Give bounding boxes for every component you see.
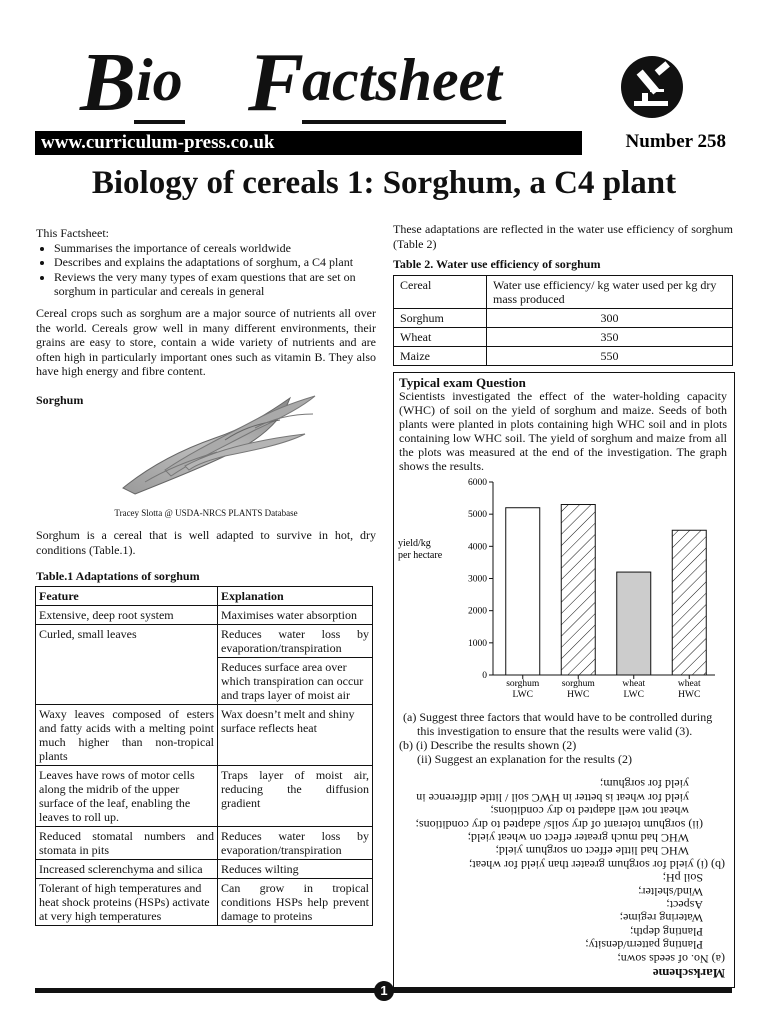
masthead-b: B	[80, 36, 135, 129]
table2-caption: Table 2. Water use efficiency of sorghum	[393, 257, 601, 271]
masthead-f: F	[248, 36, 305, 129]
markscheme-line: WHC had little effect on sorghum yield;	[495, 844, 689, 859]
x-tick-label: HWC	[567, 690, 590, 700]
yield-bar-chart	[395, 474, 730, 704]
y-tick-label: 3000	[468, 574, 487, 585]
y-tick-label: 6000	[468, 478, 487, 488]
question-part-b-ii: (ii) Suggest an explanation for the results (2)	[417, 752, 632, 766]
masthead-io: io	[134, 40, 185, 124]
x-tick-label: sorghum	[561, 679, 595, 689]
markscheme-line: Wind/shelter;	[638, 884, 703, 899]
table-cell: Curled, small leaves	[36, 625, 218, 705]
website-url[interactable]: www.curriculum-press.co.uk	[41, 132, 275, 153]
question-parts	[399, 710, 729, 766]
y-axis-label: yield/kg	[398, 538, 431, 549]
table-cell: Maximises water absorption	[218, 606, 373, 625]
markscheme-line: (a) No. of seeds sown;	[617, 951, 725, 966]
table-cell: Reduced stomatal numbers and stomata in pits	[36, 827, 218, 860]
x-tick-label: wheat	[677, 679, 701, 689]
table-cell: Sorghum	[394, 309, 487, 328]
adaptations-paragraph: These adaptations are reflected in the water use efficiency of sorghum (Table 2)	[393, 222, 733, 251]
bar-wheat-lwc	[617, 572, 651, 675]
table-header-row	[36, 587, 373, 606]
table-row	[394, 347, 733, 366]
table-row	[36, 766, 373, 827]
page-title: Biology of cereals 1: Sorghum, a C4 plant	[91, 165, 677, 201]
y-tick-label: 4000	[468, 542, 487, 553]
table-row	[394, 328, 733, 347]
markscheme-line: Planting pattern/density;	[585, 938, 703, 953]
table-cell: Leaves have rows of motor cells along the midrib of the upper surface of the leaf, enabling the leaves to roll up.	[36, 766, 218, 827]
x-tick-label: sorghum	[506, 679, 540, 689]
intro-bullet: • Summarises the importance of cereals worldwide	[54, 241, 376, 256]
table-cell: Wax doesn’t melt and shiny surface reflects heat	[218, 705, 373, 766]
x-tick-label: HWC	[678, 690, 701, 700]
sorghum-paragraph: Sorghum is a cereal that is well adapted to survive in hot, dry conditions (Table.1).	[36, 528, 376, 557]
markscheme-upside-down	[400, 770, 725, 980]
table-row	[36, 606, 373, 625]
markscheme-line: WHC had much greater effect on wheat yield;	[467, 830, 689, 845]
markscheme-line: (ii) sorghum tolerant of dry soils/ adapted to dry conditions;	[415, 817, 703, 832]
table-cell: Reduces water loss by evaporation/transpiration	[218, 827, 373, 860]
sorghum-plant-image	[105, 390, 330, 500]
bar-sorghum-hwc	[561, 505, 595, 675]
x-tick-label: wheat	[622, 679, 646, 689]
table-header: Cereal	[394, 276, 487, 309]
intro-lead: This Factsheet:	[36, 226, 109, 240]
table-row	[36, 705, 373, 766]
intro-bullet: • Describes and explains the adaptations of sorghum, a C4 plant	[54, 255, 376, 270]
sorghum-heading: Sorghum	[36, 393, 84, 407]
markscheme-line: (b) (i) yield for sorghum greater than yield for wheat;	[468, 857, 725, 872]
markscheme-line: Watering regime;	[619, 911, 703, 926]
markscheme-line: wheat not well adapted to dry conditions;	[490, 804, 689, 819]
markscheme-line: Aspect;	[666, 897, 703, 912]
table1-caption: Table.1 Adaptations of sorghum	[36, 569, 200, 583]
image-caption: Tracey Slotta @ USDA-NRCS PLANTS Database	[114, 508, 298, 518]
page-number: 1	[374, 981, 394, 1001]
y-tick-label: 2000	[468, 606, 487, 617]
table-cell: Maize	[394, 347, 487, 366]
markscheme-line: Planting depth;	[630, 924, 703, 939]
intro-section	[36, 226, 376, 299]
question-part-a: (a) Suggest three factors that would have to be controlled during this investigation to ensure that the results were valid (3).	[403, 710, 713, 738]
table-cell: Tolerant of high temperatures and heat shock proteins (HSPs) activate at very high temperatures	[36, 879, 218, 926]
table-row	[36, 879, 373, 926]
microscope-logo-icon	[620, 55, 684, 119]
intro-bullet: • Reviews the very many types of exam questions that are set on sorghum in particular and cereals in general	[54, 270, 376, 299]
issue-number: Number 258	[625, 131, 726, 152]
adaptations-table	[35, 586, 373, 926]
table-header: Feature	[36, 587, 218, 606]
url-banner	[35, 131, 732, 155]
table-header-row	[394, 276, 733, 309]
table-cell: Reduces surface area over which transpiration can occur and traps layer of moist air	[218, 658, 373, 705]
x-tick-label: LWC	[512, 690, 533, 700]
question-title: Typical exam Question	[399, 375, 526, 390]
table-cell: 350	[487, 328, 733, 347]
table-cell: Waxy leaves composed of esters and fatty acids with a melting point much higher than non-tropical plants	[36, 705, 218, 766]
table-cell: Wheat	[394, 328, 487, 347]
markscheme-line: yield for wheat is better in HWC soil / little difference in	[416, 790, 689, 805]
table-header: Water use efficiency/ kg water used per kg dry mass produced	[487, 276, 733, 309]
masthead	[80, 38, 640, 128]
question-text: Scientists investigated the effect of the water-holding capacity (WHC) of soil on the yield of sorghum and maize. Seeds of both plants were planted in plots containing high WHC soil and in plots containing low WHC soil. The yield of sorghum and maize from all the plots was measured at the end of the investigation. The graph shows the results.	[399, 389, 727, 473]
table-row	[36, 625, 373, 658]
table-row	[36, 860, 373, 879]
table-row	[394, 309, 733, 328]
y-tick-label: 0	[482, 671, 487, 681]
table-cell: Can grow in tropical conditions HSPs help prevent damage to proteins	[218, 879, 373, 926]
table-cell: Increased sclerenchyma and silica	[36, 860, 218, 879]
y-tick-label: 5000	[468, 510, 487, 521]
table-cell: Reduces wilting	[218, 860, 373, 879]
bar-wheat-hwc	[672, 530, 706, 675]
masthead-actsheet: actsheet	[302, 40, 506, 124]
markscheme-title: Markscheme	[652, 966, 725, 981]
table-cell: 550	[487, 347, 733, 366]
y-tick-label: 1000	[468, 638, 487, 649]
table-cell: Extensive, deep root system	[36, 606, 218, 625]
table-cell: Reduces water loss by evaporation/transpiration	[218, 625, 373, 658]
table-cell: Traps layer of moist air, reducing the diffusion gradient	[218, 766, 373, 827]
table-header: Explanation	[218, 587, 373, 606]
x-tick-label: LWC	[623, 690, 644, 700]
markscheme-line: yield for sorghum;	[599, 777, 689, 792]
cereal-paragraph: Cereal crops such as sorghum are a major source of nutrients all over the world. Cereals grow well in many different environments, their grains are easy to store, contain a wide variety of nutrients and are often high in particularly important ones such as vitamin B. They also have high energy and fibre content.	[36, 306, 376, 378]
y-axis-label: per hectare	[398, 550, 443, 561]
intro-bullets	[36, 241, 376, 299]
water-efficiency-table	[393, 275, 733, 366]
markscheme-line: Soil pH;	[662, 871, 703, 886]
question-part-b-i: (b) (i) Describe the results shown (2)	[399, 738, 577, 752]
table-row	[36, 827, 373, 860]
table-cell: 300	[487, 309, 733, 328]
bar-sorghum-lwc	[506, 508, 540, 675]
